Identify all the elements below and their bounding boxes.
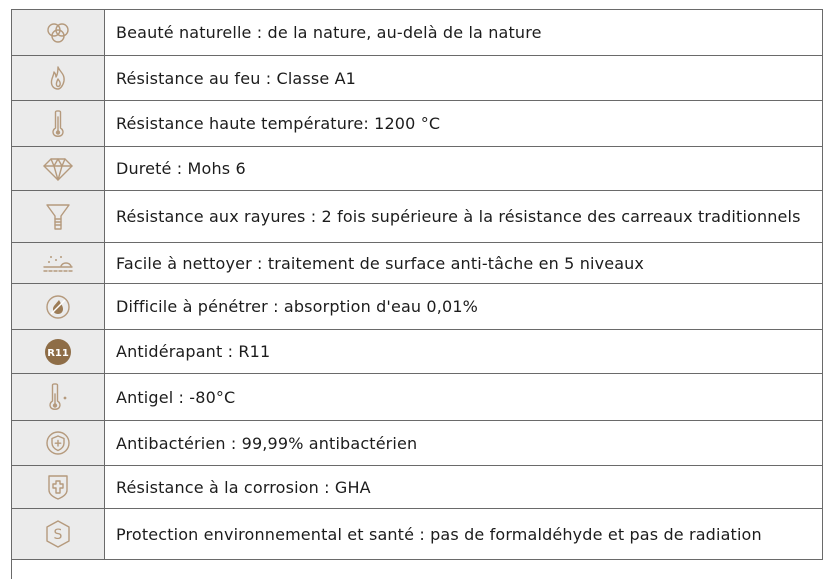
- table-row: [12, 509, 823, 560]
- icon-cell: [12, 243, 105, 283]
- eco-s-label: S: [53, 527, 63, 543]
- table-row: [12, 330, 823, 374]
- funnel-icon: [45, 202, 71, 232]
- r11-badge-icon: [43, 337, 73, 367]
- table-row: [12, 284, 823, 330]
- icon-cell: [12, 466, 105, 508]
- table-row: [12, 374, 823, 421]
- table-row: [12, 10, 823, 56]
- table-row: [12, 101, 823, 147]
- eco-s-icon: [44, 519, 72, 549]
- icon-cell: [12, 421, 105, 465]
- feature-text: Difficile à pénétrer : absorption d'eau 0,01%: [116, 297, 479, 316]
- table-row: [12, 147, 823, 191]
- icon-cell: [12, 374, 105, 420]
- feature-text: Résistance au feu : Classe A1: [116, 68, 357, 88]
- cold-thermometer-icon: [45, 382, 71, 412]
- flame-icon: [48, 65, 68, 91]
- diamond-icon: [42, 156, 74, 182]
- feature-text: Facile à nettoyer : traitement de surface anti-tâche en 5 niveaux: [116, 253, 645, 273]
- shield-plus-icon: [45, 430, 71, 456]
- icon-cell: [12, 101, 105, 146]
- table-row: [12, 191, 823, 243]
- icon-cell: [12, 10, 105, 55]
- water-drop-icon: [45, 294, 71, 320]
- icon-cell: [12, 147, 105, 190]
- icon-cell: [12, 330, 105, 373]
- table-row: [12, 243, 823, 284]
- shield-cross-icon: [47, 473, 69, 501]
- feature-text: Résistance aux rayures : 2 fois supérieure à la résistance des carreaux traditionnels: [116, 207, 801, 226]
- icon-cell: [12, 509, 105, 559]
- feature-text: Résistance à la corrosion : GHA: [116, 477, 371, 497]
- r11-badge-label: R11: [47, 347, 69, 359]
- feature-text: Beauté naturelle : de la nature, au-delà de la nature: [116, 23, 542, 42]
- rings-icon: [45, 22, 71, 44]
- table-row: [12, 466, 823, 509]
- icon-cell: [12, 284, 105, 329]
- thermometer-icon: [50, 109, 66, 139]
- feature-text: Antigel : -80°C: [116, 387, 236, 407]
- feature-text: Dureté : Mohs 6: [116, 159, 246, 178]
- table-row: [12, 421, 823, 466]
- icon-cell: [12, 191, 105, 242]
- features-table: [11, 9, 823, 579]
- feature-text: Protection environnemental et santé : pas de formaldéhyde et pas de radiation: [116, 524, 762, 544]
- sparkle-surface-icon: [41, 252, 75, 274]
- feature-text: Antibactérien : 99,99% antibactérien: [116, 433, 418, 453]
- feature-text: Antidérapant : R11: [116, 342, 271, 361]
- table-row: [12, 56, 823, 101]
- icon-cell: [12, 56, 105, 100]
- feature-text: Résistance haute température: 1200 °C: [116, 114, 441, 133]
